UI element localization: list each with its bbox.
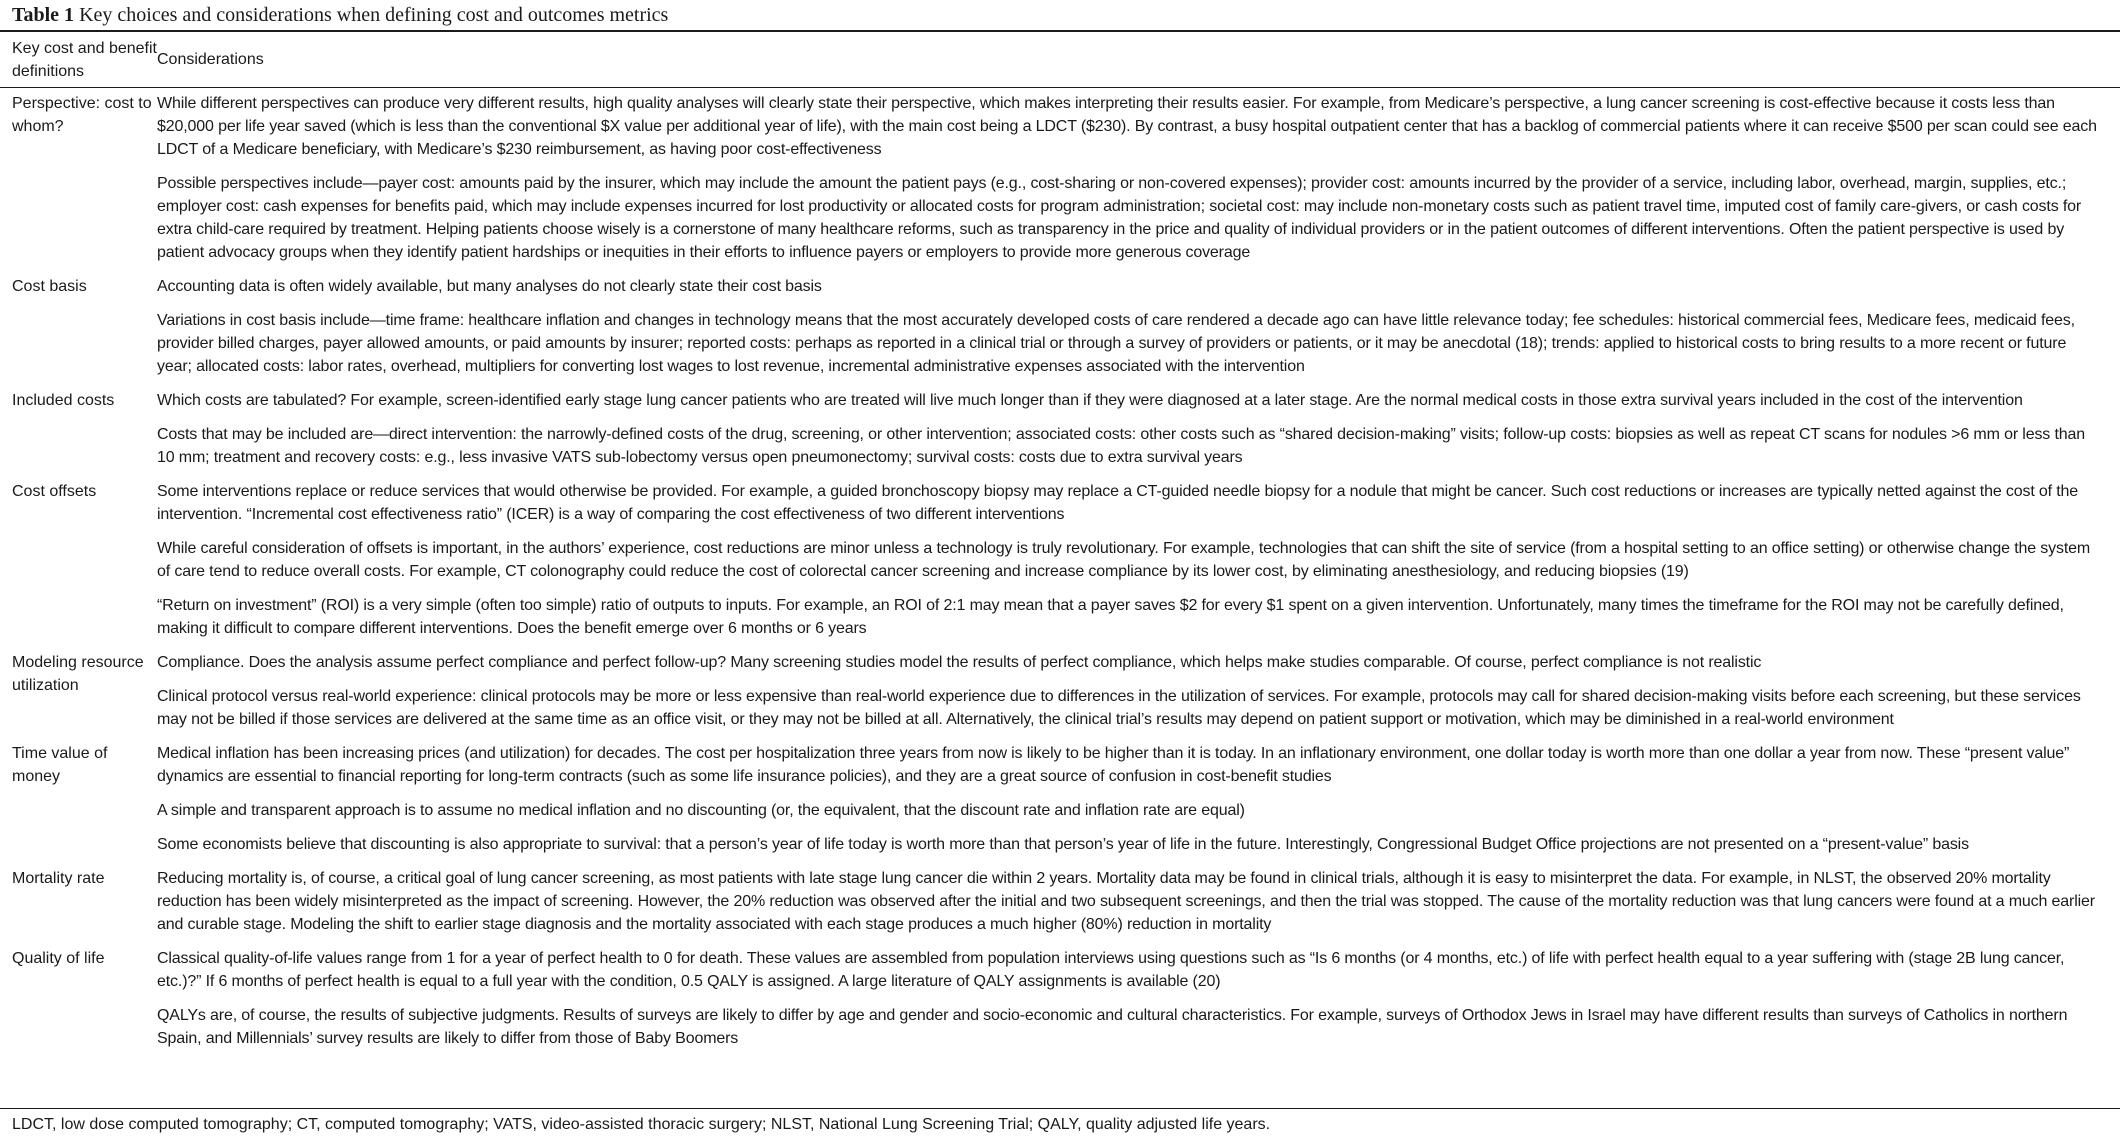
row-considerations — [157, 275, 2104, 389]
header-key-definitions: Key cost and benefit definitions — [12, 40, 157, 80]
consideration-paragraph: Costs that may be included are—direct intervention: the narrowly-defined costs of the drug, screening, or other intervention; associated costs: other costs such as “shared decision-making” visits; follow-up costs: biopsies as well as repeat CT scans for nodules >6 mm or less than 10 mm; treatment and recovery costs: e.g., less invasive VATS sub-lobectomy versus open pneumonectomy; survival costs: costs due to extra survival years — [157, 426, 2085, 466]
table-row — [0, 480, 2120, 651]
consideration-paragraph: Clinical protocol versus real-world experience: clinical protocols may be more or less expensive than real-world experience due to differences in the utilization of services. For example, protocols may call for shared decision-making visits before each screening, but these services may not be billed if those services are delivered at the same time as an office visit, or they may not be billed at all. Alternatively, the clinical trial’s results may depend on patient support or motivation, which may be diminished in a real-world environment — [157, 688, 2081, 728]
row-considerations — [157, 480, 2104, 651]
top-rule — [0, 30, 2120, 32]
consideration-paragraph: “Return on investment” (ROI) is a very simple (often too simple) ratio of outputs to inputs. For example, an ROI of 2:1 may mean that a payer saves $2 for every $1 spent on a given intervention. Unfortunately, many times the timeframe for the ROI may not be carefully defined, making it difficult to compare different interventions. Does the benefit emerge over 6 months or 6 years — [157, 597, 2064, 637]
table-title: Key choices and considerations when defining cost and outcomes metrics — [79, 4, 669, 26]
consideration-paragraph: Some economists believe that discounting is also appropriate to survival: that a person’s year of life today is worth more than that person’s year of life in the future. Interestingly, Congressional Budget Office projections are not presented on a “present-value” basis — [157, 836, 1969, 853]
row-key: Cost offsets — [12, 483, 97, 500]
bottom-rule — [0, 1108, 2120, 1109]
row-considerations — [157, 742, 2104, 867]
consideration-paragraph: Medical inflation has been increasing prices (and utilization) for decades. The cost per hospitalization three years from now is likely to be higher than it is today. In an inflationary environment, one dollar today is worth more than one dollar a year from now. These “present value” dynamics are essential to financial reporting for long-term contracts (such as some life insurance policies), and they are a great source of confusion in cost-benefit studies — [157, 745, 2070, 785]
row-key: Perspective: cost to whom? — [12, 95, 152, 135]
consideration-paragraph: Classical quality-of-life values range from 1 for a year of perfect health to 0 for death. These values are assembled from population interviews using questions such as “Is 6 months (or 4 months, etc.) of life with perfect health equal to a year suffering with (stage 2B lung cancer, etc.)?” If 6 months of perfect health is equal to a full year with the condition, 0.5 QALY is assigned. A large literature of QALY assignments is available (20) — [157, 950, 2065, 990]
row-key: Modeling resource utilization — [12, 654, 144, 694]
table-row — [0, 742, 2120, 867]
row-considerations — [157, 947, 2104, 1061]
consideration-paragraph: While careful consideration of offsets is important, in the authors’ experience, cost reductions are minor unless a technology is truly revolutionary. For example, technologies that can shift the site of service (from a hospital setting to an office setting) or otherwise change the system of care tend to reduce overall costs. For example, CT colonography could reduce the cost of colorectal cancer screening and increase compliance by its lower cost, by eliminating anesthesiology, and reducing biopsies (19) — [157, 540, 2091, 580]
row-key: Quality of life — [12, 950, 105, 967]
row-considerations — [157, 867, 2104, 947]
header-considerations: Considerations — [157, 51, 264, 68]
row-key: Included costs — [12, 392, 115, 409]
row-considerations — [157, 651, 2104, 742]
table-row — [0, 275, 2120, 389]
table-label: Table 1 — [12, 4, 75, 26]
row-considerations — [157, 92, 2104, 275]
row-key: Time value of money — [12, 745, 108, 785]
table-row — [0, 92, 2120, 275]
header-rule — [0, 87, 2120, 88]
row-key: Cost basis — [12, 278, 87, 295]
table-body — [0, 92, 2120, 1061]
consideration-paragraph: Which costs are tabulated? For example, screen-identified early stage lung cancer patients who are treated will live much longer than if they were diagnosed at a later stage. Are the normal medical costs in those extra survival years included in the cost of the intervention — [157, 392, 2023, 409]
table-row — [0, 867, 2120, 947]
consideration-paragraph: Compliance. Does the analysis assume perfect compliance and perfect follow-up? Many screening studies model the results of perfect compliance, which helps make studies comparable. Of course, perfect compliance is not realistic — [157, 654, 1762, 671]
consideration-paragraph: While different perspectives can produce very different results, high quality analyses will clearly state their perspective, which makes interpreting their results easier. For example, from Medicare’s perspective, a lung cancer screening is cost-effective because it costs less than $20,000 per life year saved (which is less than the conventional $X value per additional year of life), with the main cost being a LDCT ($230). By contrast, a busy hospital outpatient center that has a backlog of commercial patients where it can receive $500 per scan could see each LDCT of a Medicare beneficiary, with Medicare’s $230 reimbursement, as having poor cost-effectiveness — [157, 95, 2097, 158]
table-row — [0, 651, 2120, 742]
table-row — [0, 389, 2120, 480]
consideration-paragraph: A simple and transparent approach is to assume no medical inflation and no discounting (or, the equivalent, that the discount rate and inflation rate are equal) — [157, 802, 1245, 819]
consideration-paragraph: Reducing mortality is, of course, a critical goal of lung cancer screening, as most patients with late stage lung cancer die within 2 years. Mortality data may be found in clinical trials, although it is easy to misinterpret the data. For example, in NLST, the observed 20% mortality reduction has been widely misinterpreted as the impact of screening. However, the 20% reduction was observed after the initial and two subsequent screenings, and then the trial was stopped. The cause of the mortality reduction was that lung cancers were found at a much earlier and curable stage. Modeling the shift to earlier stage diagnosis and the mortality associated with each stage produces a much higher (80%) reduction in mortality — [157, 870, 2095, 933]
consideration-paragraph: Possible perspectives include—payer cost: amounts paid by the insurer, which may include the amount the patient pays (e.g., cost-sharing or non-covered expenses); provider cost: amounts incurred by the provider of a service, including labor, overhead, margin, supplies, etc.; employer cost: cash expenses for benefits paid, which may include expenses incurred for lost productivity or allocated costs for program administration; societal cost: may include non-monetary costs such as patient travel time, imputed cost of family care-givers, or cash costs for extra child-care required by treatment. Helping patients choose wisely is a cornerstone of many healthcare reforms, such as transparency in the price and quality of individual providers or in the patient outcomes of different interventions. Often the patient perspective is used by patient advocacy groups when they identify patient hardships or inequities in their efforts to influence payers or employers to provide more generous coverage — [157, 175, 2082, 261]
consideration-paragraph: QALYs are, of course, the results of subjective judgments. Results of surveys are likely to differ by age and gender and socio-economic and cultural characteristics. For example, surveys of Orthodox Jews in Israel may have different results than surveys of Catholics in northern Spain, and Millennials’ survey results are likely to differ from those of Baby Boomers — [157, 1007, 2068, 1047]
table-footnote: LDCT, low dose computed tomography; CT, computed tomography; VATS, video-assisted thoracic surgery; NLST, National Lung Screening Trial; QALY, quality adjusted life years. — [12, 1116, 1271, 1133]
consideration-paragraph: Accounting data is often widely available, but many analyses do not clearly state their cost basis — [157, 278, 822, 295]
table-caption — [12, 2, 668, 28]
consideration-paragraph: Some interventions replace or reduce services that would otherwise be provided. For example, a guided bronchoscopy biopsy may replace a CT-guided needle biopsy for a nodule that might be cancer. Such cost reductions or increases are typically netted against the cost of the intervention. “Incremental cost effectiveness ratio” (ICER) is a way of comparing the cost effectiveness of two different interventions — [157, 483, 2079, 523]
row-considerations — [157, 389, 2104, 480]
row-key: Mortality rate — [12, 870, 105, 887]
table-row — [0, 947, 2120, 1061]
consideration-paragraph: Variations in cost basis include—time frame: healthcare inflation and changes in technology means that the most accurately developed costs of care rendered a decade ago can have little relevance today; fee schedules: historical commercial fees, Medicare fees, medicaid fees, provider billed charges, payer allowed amounts, or paid amounts by insurer; reported costs: perhaps as reported in a clinical trial or through a survey of providers or patients, or it may be anecdotal (18); trends: applied to historical costs to bring results to a more recent or future year; allocated costs: labor rates, overhead, multipliers for converting lost wages to lost revenue, incremental administrative expenses associated with the intervention — [157, 312, 2075, 375]
